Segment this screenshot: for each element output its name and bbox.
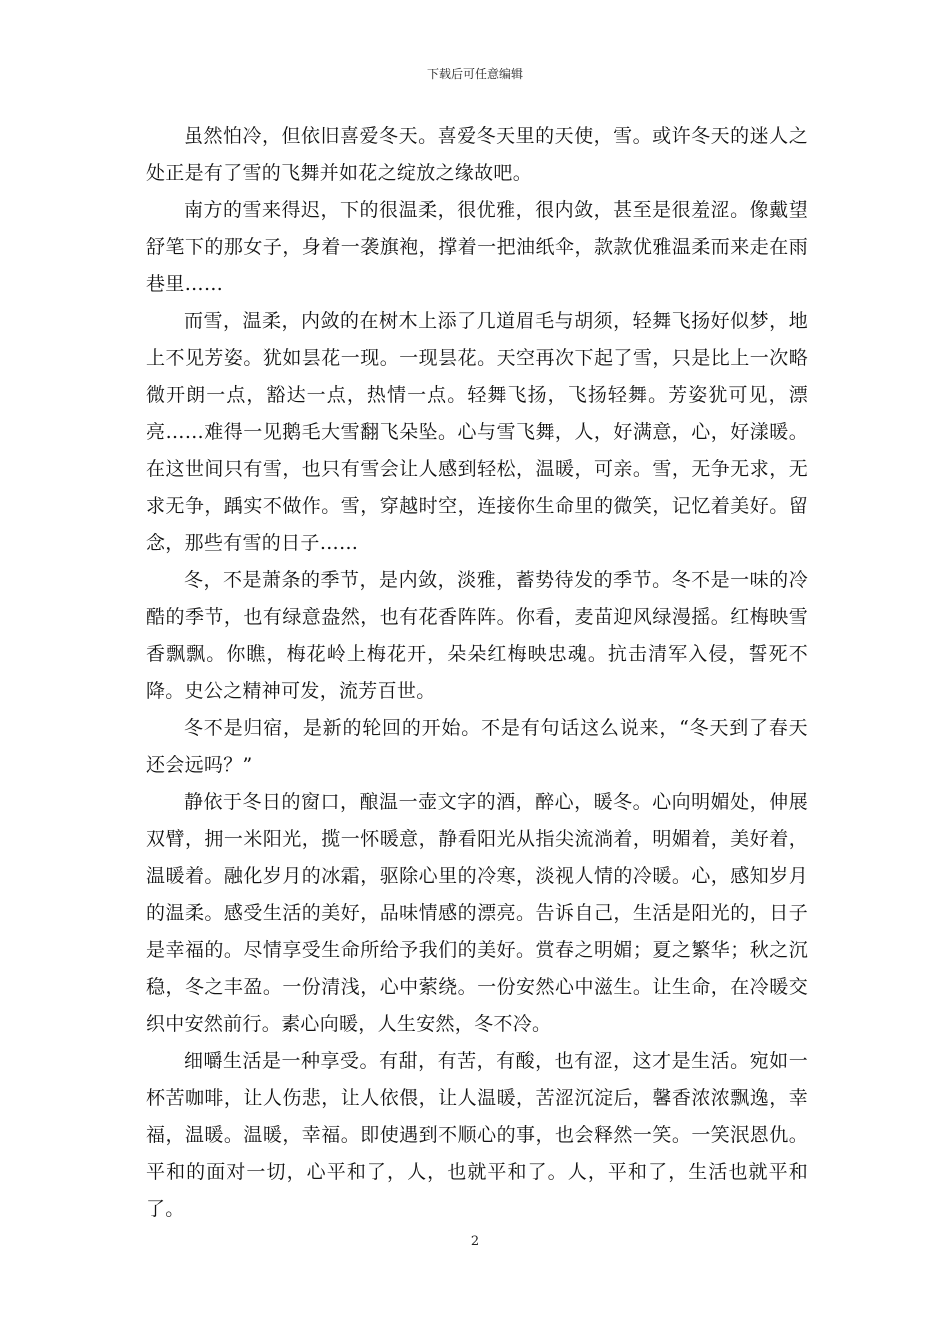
paragraph: 虽然怕冷，但依旧喜爱冬天。喜爱冬天里的天使，雪。或许冬天的迷人之处正是有了雪的飞舞并如花之绽放之缘故吧。: [146, 125, 808, 184]
paragraph: 而雪，温柔，内敛的在树木上添了几道眉毛与胡须，轻舞飞扬好似梦，地上不见芳姿。犹如昙花一现。一现昙花。天空再次下起了雪，只是比上一次略微开朗一点，豁达一点，热情一点。轻舞飞扬，飞扬轻舞。芳姿犹可见，漂亮……难得一见鹅毛大雪翻飞朵坠。心与雪飞舞，人，好满意，心，好漾暖。在这世间只有雪，也只有雪会让人感到轻松，温暖，可亲。雪，无争无求，无求无争，踽实不做作。雪，穿越时空，连接你生命里的微笑，记忆着美好。留念，那些有雪的日子……: [146, 310, 808, 554]
paragraph: 南方的雪来得迟，下的很温柔，很优雅，很内敛，甚至是很羞涩。像戴望舒笔下的那女子，身着一袭旗袍，撑着一把油纸伞，款款优雅温柔而来走在雨巷里……: [146, 199, 808, 295]
page-number: 2: [470, 1234, 480, 1249]
paragraph: 冬不是归宿，是新的轮回的开始。不是有句话这么说来，“冬天到了春天还会远吗？”: [146, 717, 808, 776]
paragraph: 细嚼生活是一种享受。有甜，有苦，有酸，也有涩，这才是生活。宛如一杯苦咖啡，让人伤悲，让人依偎，让人温暖，苦涩沉淀后，馨香浓浓飘逸，幸福，温暖。温暖，幸福。即使遇到不顺心的事，也会释然一笑。一笑泯恩仇。平和的面对一切，心平和了，人，也就平和了。人，平和了，生活也就平和了。: [146, 1050, 808, 1220]
paragraph: 静依于冬日的窗口，酿温一壶文字的酒，醉心，暖冬。心向明媚处，伸展双臂，拥一米阳光，揽一怀暖意，静看阳光从指尖流淌着，明媚着，美好着，温暖着。融化岁月的冰霜，驱除心里的冷寒，淡视人情的冷暖。心，感知岁月的温柔。感受生活的美好，品味情感的漂亮。告诉自己，生活是阳光的，日子是幸福的。尽情享受生命所给予我们的美好。赏春之明媚；夏之繁华；秋之沉稳，冬之丰盈。一份清浅，心中萦绕。一份安然心中滋生。让生命，在冷暖交织中安然前行。素心向暖，人生安然，冬不冷。: [146, 791, 808, 1035]
document-body: [146, 118, 808, 1228]
paragraph: 冬，不是萧条的季节，是内敛，淡雅，蓄势待发的季节。冬不是一味的冷酷的季节，也有绿意盎然，也有花香阵阵。你看，麦苗迎风绿漫摇。红梅映雪香飘飘。你瞧，梅花岭上梅花开，朵朵红梅映忠魂。抗击清军入侵，誓死不降。史公之精神可发，流芳百世。: [146, 569, 808, 702]
page-header: 下载后可任意编辑: [426, 67, 523, 81]
